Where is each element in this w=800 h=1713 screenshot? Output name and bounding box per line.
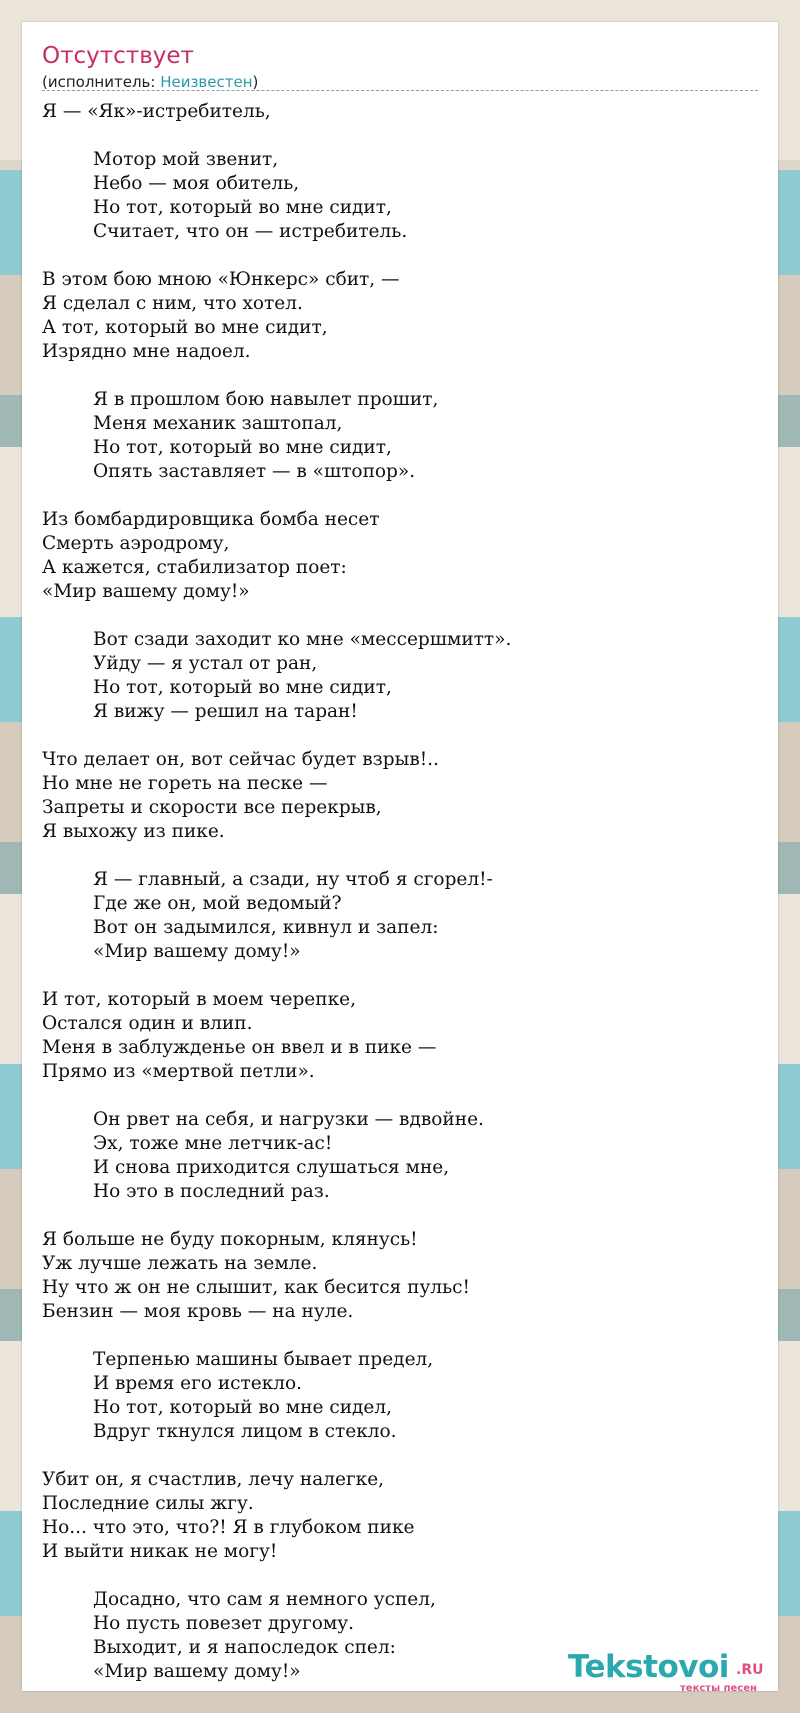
lyrics-line: Мотор мой звенит,: [93, 149, 279, 170]
lyrics-line: Я сделал с ним, что хотел.: [42, 293, 303, 314]
lyrics-line: Последние силы жгу.: [42, 1493, 254, 1514]
lyrics-stanza: [42, 628, 511, 724]
lyrics-line: Прямо из «мертвой петли».: [42, 1061, 315, 1082]
lyrics-line: Я — «Як»-истребитель,: [42, 101, 271, 122]
lyrics-line: И тот, который в моем черепке,: [42, 989, 356, 1010]
lyrics-line: Запреты и скорости все перекрыв,: [42, 797, 382, 818]
lyrics-stanza: [42, 1348, 511, 1444]
header-divider: [42, 90, 758, 91]
lyrics-line: Выходит, и я напоследок спел:: [93, 1637, 396, 1658]
lyrics-line: Я больше не буду покорным, клянусь!: [42, 1229, 418, 1250]
byline-prefix: (исполнитель:: [42, 73, 161, 91]
byline-suffix: ): [252, 73, 259, 91]
lyrics-line: Но это в последний раз.: [93, 1181, 330, 1202]
lyrics-line: Но тот, который во мне сидел,: [93, 1397, 393, 1418]
lyrics-line: Опять заставляет — в «штопор».: [93, 461, 416, 482]
performer-byline: [42, 72, 258, 92]
lyrics-line: В этом бою мною «Юнкерс» сбит, —: [42, 269, 400, 290]
lyrics-line: Я вижу — решил на таран!: [93, 701, 358, 722]
lyrics-line: «Мир вашему дому!»: [93, 1661, 301, 1682]
lyrics-line: Уж лучше лежать на земле.: [42, 1253, 318, 1274]
logo-tld: .RU: [736, 1662, 764, 1678]
lyrics-stanza: [42, 748, 511, 844]
lyrics-line: Я — главный, а сзади, ну чтоб я сгорел!-: [93, 869, 493, 890]
lyrics-line: Уйду — я устал от ран,: [93, 653, 318, 674]
logo-wordmark: Tekstovoi: [568, 1649, 729, 1685]
lyrics-line: Он рвет на себя, и нагрузки — вдвойне.: [93, 1109, 484, 1130]
lyrics-stanza: [42, 388, 511, 484]
lyrics-line: Но тот, который во мне сидит,: [93, 197, 392, 218]
lyrics-line: Я в прошлом бою навылет прошит,: [93, 389, 439, 410]
artist-link[interactable]: Неизвестен: [160, 73, 253, 91]
lyrics-line: Убит он, я счастлив, лечу налегке,: [42, 1469, 385, 1490]
lyrics-stanza: [42, 868, 511, 964]
lyrics-line: Что делает он, вот сейчас будет взрыв!..: [42, 749, 439, 770]
lyrics-line: И выйти никак не могу!: [42, 1541, 278, 1562]
lyrics-line: Вот сзади заходит ко мне «мессершмитт».: [93, 629, 512, 650]
lyrics-line: И снова приходится слушаться мне,: [93, 1157, 450, 1178]
lyrics-line: Но тот, который во мне сидит,: [93, 677, 392, 698]
lyrics-card: [22, 22, 778, 1694]
logo-tagline: тексты песен: [680, 1683, 757, 1694]
lyrics-line: Досадно, что сам я немного успел,: [93, 1589, 436, 1610]
lyrics-line: Смерть аэродрому,: [42, 533, 230, 554]
lyrics-line: Изрядно мне надоел.: [42, 341, 251, 362]
lyrics-line: Но... что это, что?! Я в глубоком пике: [42, 1517, 415, 1538]
lyrics-line: Но тот, который во мне сидит,: [93, 437, 392, 458]
lyrics-line: Эх, тоже мне летчик-ас!: [93, 1133, 333, 1154]
lyrics-stanza: [42, 1588, 511, 1684]
lyrics-stanza: [42, 1468, 511, 1564]
lyrics-stanza: [42, 268, 511, 364]
lyrics-body: [42, 100, 511, 1708]
lyrics-line: Вдруг ткнулся лицом в стекло.: [93, 1421, 397, 1442]
lyrics-line: «Мир вашему дому!»: [93, 941, 301, 962]
lyrics-line: Из бомбардировщика бомба несет: [42, 509, 380, 530]
lyrics-line: Я выхожу из пике.: [42, 821, 225, 842]
lyrics-line: Меня в заблужденье он ввел и в пике —: [42, 1037, 437, 1058]
lyrics-stanza: [42, 988, 511, 1084]
lyrics-line: И время его истекло.: [93, 1373, 303, 1394]
lyrics-stanza: [42, 1228, 511, 1324]
lyrics-line: Ну что ж он не слышит, как бесится пульс!: [42, 1277, 470, 1298]
site-logo[interactable]: [568, 1649, 764, 1693]
lyrics-line: А кажется, стабилизатор поет:: [42, 557, 347, 578]
lyrics-line: Остался один и влип.: [42, 1013, 253, 1034]
lyrics-line: Вот он задымился, кивнул и запел:: [93, 917, 439, 938]
lyrics-line: Но мне не гореть на песке —: [42, 773, 328, 794]
lyrics-stanza: [42, 508, 511, 604]
song-title: Отсутствует: [42, 43, 194, 69]
lyrics-line: Бензин — моя кровь — на нуле.: [42, 1301, 354, 1322]
lyrics-line: Считает, что он — истребитель.: [93, 221, 408, 242]
lyrics-stanza: [42, 1108, 511, 1204]
lyrics-line: Небо — моя обитель,: [93, 173, 300, 194]
lyrics-stanza: [42, 148, 511, 244]
lyrics-line: «Мир вашему дому!»: [42, 581, 250, 602]
lyrics-line: Меня механик заштопал,: [93, 413, 343, 434]
lyrics-stanza: [42, 100, 511, 124]
lyrics-line: Где же он, мой ведомый?: [93, 893, 342, 914]
lyrics-line: Но пусть повезет другому.: [93, 1613, 355, 1634]
lyrics-line: А тот, который во мне сидит,: [42, 317, 328, 338]
lyrics-line: Терпенью машины бывает предел,: [93, 1349, 434, 1370]
